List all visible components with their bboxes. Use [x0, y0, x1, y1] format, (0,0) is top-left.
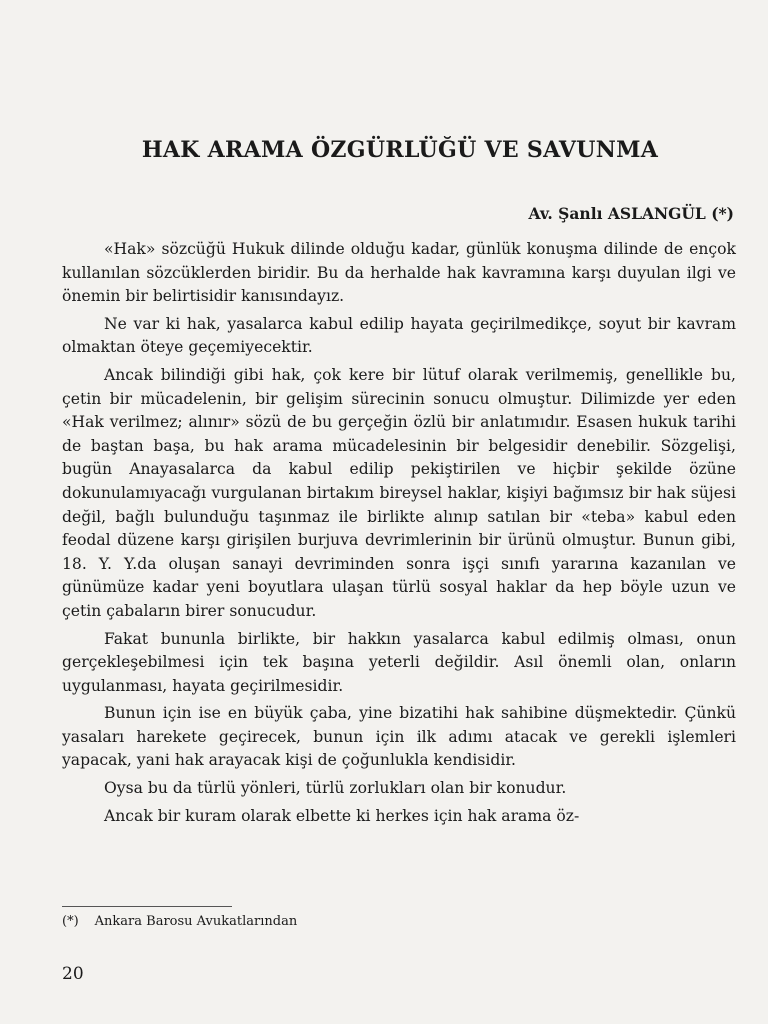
paragraph-3: Ancak bilindiği gibi hak, çok kere bir lütuf olarak verilmemiş, genellikle bu, çetin bir mücadelenin, bir gelişim sürecinin sonucu olmuştur. Dilimizde yer eden «Hak verilmez; alınır» sözü de bu gerçeğin özlü bir anlatımıdır. Esasen hukuk tarihi de baştan başa, bu hak arama mücadelesinin bir belgesidir denebilir. Sözgelişi, bugün Anayasalarca da kabul edilip pekiştirilen ve hiçbir şekilde özüne dokunulamıyacağı vurgulanan birtakım bireysel haklar, kişiyi bağımsız bir hak süjesi değil, bağlı bulunduğu taşınmaz ile birlikte alınıp satılan bir «teba» kabul eden feodal düzene karşı girişilen burjuva devrimlerinin bir ürünü olmuştur. Bunun gibi, 18. Y. Y.da oluşan sanayi devriminden sonra işçi sınıfı yararına kazanılan ve günümüze kadar yeni boyutlara ulaşan türlü sosyal haklar da hep böyle uzun ve çetin çabaların birer sonucudur. [62, 365, 736, 620]
paragraph-4: Fakat bununla birlikte, bir hakkın yasalarca kabul edilmiş olması, onun gerçekleşebilmesi için tek başına yeterli değildir. Asıl önemli olan, onların uygulanması, hayata geçirilmesidir. [62, 629, 736, 695]
paragraph-5: Bunun için ise en büyük çaba, yine bizatihi hak sahibine düşmektedir. Çünkü yasaları harekete geçirecek, bunun için ilk adımı atacak ve gerekli işlemleri yapacak, yani hak arayacak kişi de çoğunlukla kendisidir. [62, 704, 736, 770]
paragraph-1: «Hak» sözcüğü Hukuk dilinde olduğu kadar, günlük konuşma dilinde de ençok kullanılan sözcüklerden biridir. Bu da herhalde hak kavramına karşı duyulan ilgi ve önemin bir belirtisidir kanısındayız. [62, 240, 736, 306]
paragraph-2: Ne var ki hak, yasalarca kabul edilip hayata geçirilmedikçe, soyut bir kavram olmaktan öteye geçemiyecektir. [62, 314, 736, 357]
article-body [62, 238, 736, 828]
footnote-divider [62, 906, 232, 907]
paragraph-6: Oysa bu da türlü yönleri, türlü zorlukları olan bir konudur. [104, 779, 567, 798]
footnote-text: Ankara Barosu Avukatlarından [94, 914, 298, 929]
paragraph-7: Ancak bir kuram olarak elbette ki herkes için hak arama öz- [104, 806, 580, 825]
footnote-marker: (*) [62, 914, 79, 929]
page-number: 20 [62, 964, 84, 984]
article-title: HAK ARAMA ÖZGÜRLÜĞÜ VE SAVUNMA [141, 137, 659, 163]
author-byline: Av. Şanlı ASLANGÜL (*) [528, 204, 734, 223]
footnote [62, 914, 297, 929]
